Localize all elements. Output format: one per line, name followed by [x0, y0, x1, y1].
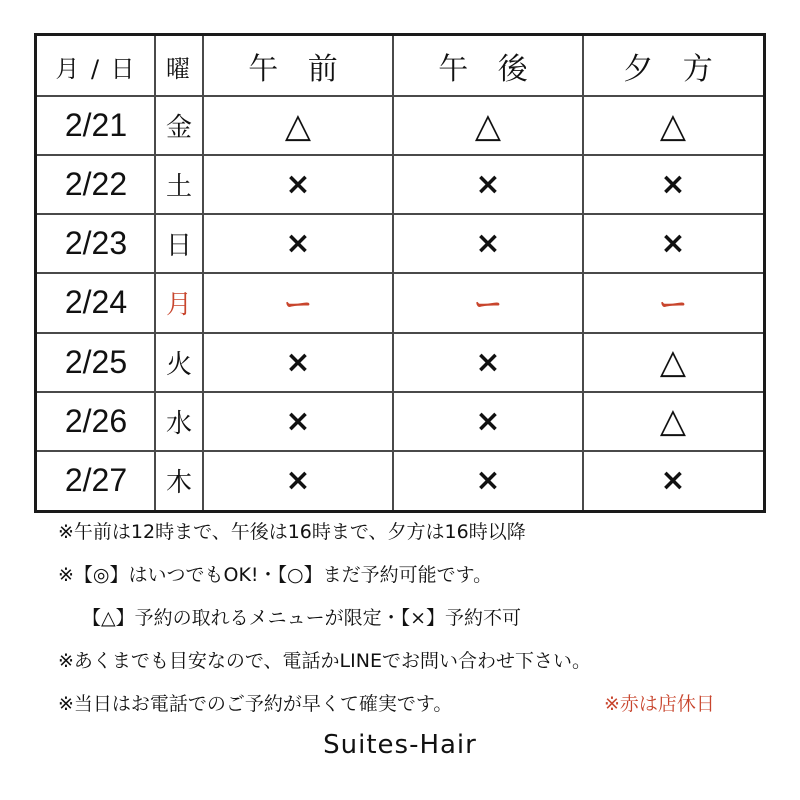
status-morning: ×	[285, 167, 311, 203]
row-divider	[37, 154, 763, 156]
status-afternoon: ×	[475, 167, 501, 203]
row-divider	[37, 332, 763, 334]
row-date: 2/26	[64, 402, 128, 439]
status-afternoon: ×	[475, 344, 501, 380]
row-day-of-week: 月	[165, 290, 192, 321]
status-evening: △	[659, 401, 687, 442]
status-afternoon: ×	[475, 403, 501, 439]
note-same-day: ※当日はお電話でのご予約が早くて確実です。	[58, 693, 453, 715]
status-morning: △	[284, 105, 312, 146]
status-morning: ー	[283, 287, 312, 321]
row-date: 2/27	[64, 461, 128, 498]
row-divider	[37, 450, 763, 452]
header-slot-evening: 夕 方	[623, 52, 723, 87]
row-divider	[37, 391, 763, 393]
row-date: 2/22	[64, 166, 128, 203]
row-day-of-week: 木	[165, 467, 192, 498]
availability-table	[34, 33, 766, 513]
status-evening: ー	[658, 287, 687, 321]
status-morning: ×	[285, 462, 311, 498]
row-day-of-week: 日	[165, 231, 192, 262]
status-evening: △	[659, 105, 687, 146]
row-day-of-week: 火	[165, 349, 192, 380]
row-date: 2/23	[64, 225, 128, 262]
row-divider	[37, 95, 763, 97]
note-legend-2: 【△】予約の取れるメニューが限定・【×】予約不可	[82, 607, 522, 629]
header-dow: 曜	[166, 54, 192, 83]
status-morning: ×	[285, 344, 311, 380]
status-evening: △	[659, 342, 687, 383]
status-afternoon: △	[474, 105, 502, 146]
status-afternoon: ×	[475, 462, 501, 498]
status-evening: ×	[660, 226, 686, 262]
row-day-of-week: 金	[165, 113, 192, 144]
row-date: 2/21	[64, 107, 128, 144]
row-day-of-week: 水	[165, 408, 192, 439]
status-evening: ×	[660, 167, 686, 203]
note-legend-1: ※【◎】はいつでもOK!・【○】まだ予約可能です。	[58, 564, 493, 586]
table-grid	[37, 36, 763, 510]
header-date: 月 / 日	[55, 54, 137, 83]
status-afternoon: ×	[475, 226, 501, 262]
status-afternoon: ー	[473, 287, 502, 321]
header-slot-afternoon: 午 後	[438, 52, 538, 87]
status-morning: ×	[285, 226, 311, 262]
row-date: 2/24	[64, 284, 128, 321]
header-slot-morning: 午 前	[248, 52, 348, 87]
row-date: 2/25	[64, 343, 128, 380]
note-time-slots: ※午前は12時まで、午後は16時まで、夕方は16時以降	[58, 521, 526, 543]
status-morning: ×	[285, 403, 311, 439]
row-divider	[37, 272, 763, 274]
row-divider	[37, 213, 763, 215]
note-contact: ※あくまでも目安なので、電話かLINEでお問い合わせ下さい。	[58, 650, 591, 672]
row-day-of-week: 土	[165, 172, 192, 203]
salon-name: Suites-Hair	[323, 730, 477, 760]
status-evening: ×	[660, 462, 686, 498]
note-closed-day: ※赤は店休日	[604, 693, 715, 715]
